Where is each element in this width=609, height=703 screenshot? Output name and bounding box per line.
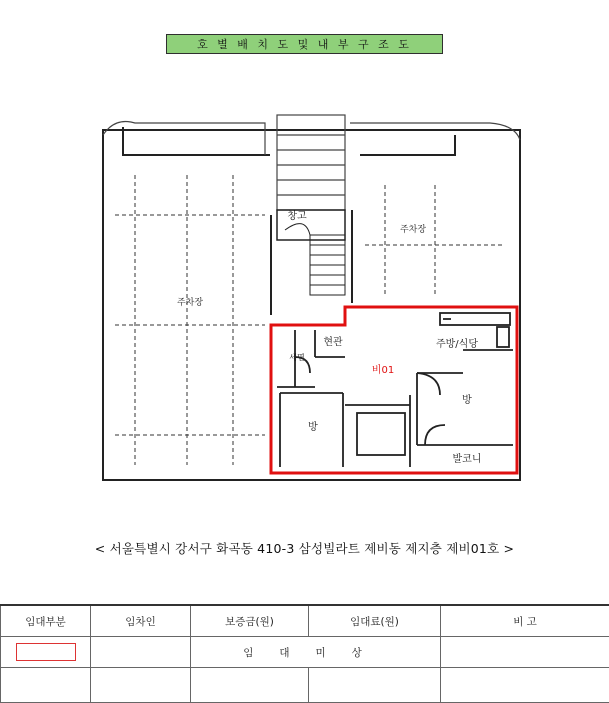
floor-plan [95,95,525,495]
highlight-box [16,643,76,661]
cell-note [441,637,609,668]
col-header-note: 비 고 [441,605,609,637]
status-text: 임대미상 [243,647,388,659]
room-label-entrance: 현관 [323,335,343,348]
interior-walls [277,313,513,467]
page-title: 호 별 배 치 도 및 내 부 구 조 도 [166,34,443,54]
room-label-kitchen: 주방/식당 [436,337,478,350]
rent-table [0,604,609,703]
room-label-room-left: 방 [308,420,318,433]
table-row [1,637,609,668]
room-label-storage: 창고 [287,209,307,222]
unit-highlight [271,307,517,473]
cell-part [1,637,91,668]
table-header-row [1,605,609,637]
room-label-room-right: 방 [462,393,472,406]
stairs [271,210,352,315]
room-label-bath: 세면 [289,352,305,362]
col-header-rent: 임대료(원) [309,605,441,637]
col-header-tenant: 임차인 [91,605,191,637]
col-header-part: 임대부분 [1,605,91,637]
room-label-parking-left: 주차장 [177,296,203,308]
table-row [1,668,609,703]
col-header-deposit: 보증금(원) [191,605,309,637]
room-label-balcony: 발코니 [453,452,482,465]
cell-status [191,637,441,668]
unit-number-label: 비01 [372,363,394,376]
room-label-parking-right: 주차장 [400,223,426,235]
address-caption: < 서울특별시 강서구 화곡동 410-3 삼성빌라트 제비동 제지층 제비01호 > [0,539,609,557]
cell-tenant [91,637,191,668]
